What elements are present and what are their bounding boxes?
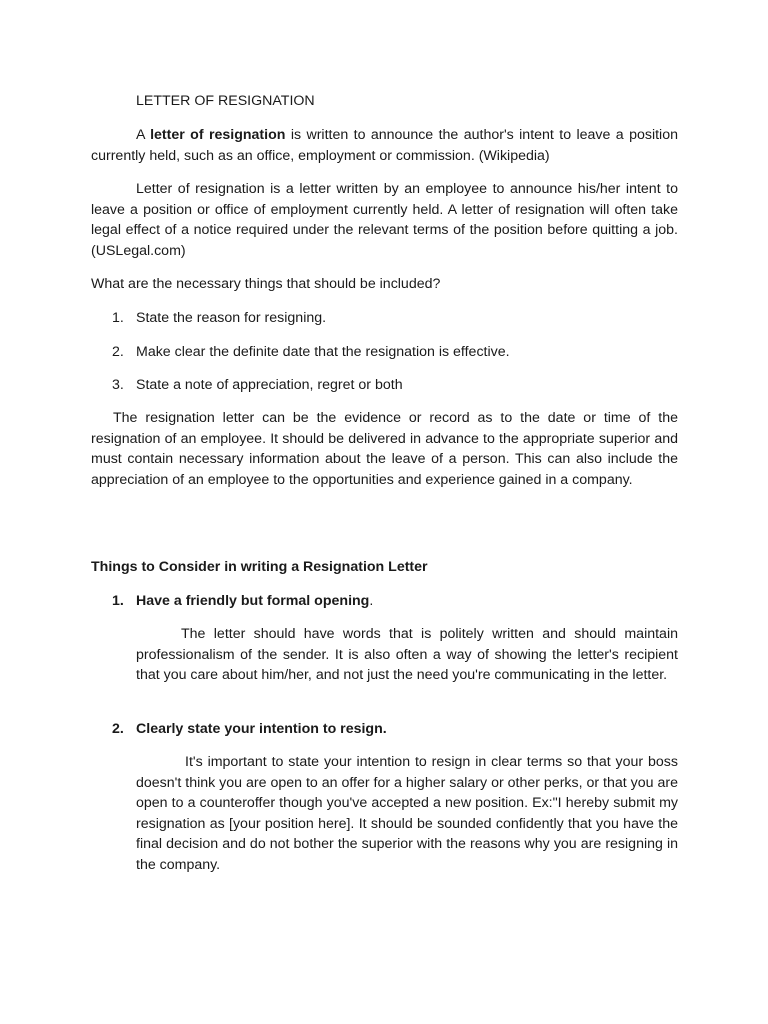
- question-line: What are the necessary things that should be included?: [91, 276, 441, 292]
- intro-lead: A: [136, 127, 151, 143]
- list-text: State a note of appreciation, regret or both: [136, 377, 403, 393]
- intro-rest: is written to announce the author's intent to leave a position currently held, such as an office, employment or commission. (Wikipedia): [91, 127, 678, 164]
- intro-paragraph-1: [91, 125, 678, 166]
- intro-bold-term: letter of resignation: [150, 127, 286, 143]
- section-heading: [91, 557, 678, 578]
- consideration-body-2: It's important to state your intention to resign in clear terms so that your boss doesn't think you are open to an offer for a higher salary or other perks, or that you are open to a counteroffer though you've accepted a new position. Ex:"I hereby submit my resignation as [your position here]. It should be sounded confidently that you have the final decision and do not bother the superior with the reasons why you are resigning in the company.: [136, 754, 678, 873]
- list-number: 2.: [112, 344, 124, 360]
- consideration-title: Have a friendly but formal opening: [136, 593, 370, 609]
- list-item: [112, 342, 678, 363]
- consideration-title: Clearly state your intention to resign.: [136, 721, 387, 737]
- page-title: LETTER OF RESIGNATION: [136, 93, 315, 109]
- list-item: [112, 375, 678, 396]
- summary-paragraph: The resignation letter can be the evidence or record as to the date or time of the resignation of an employee. It should be delivered in advance to the appropriate superior and must contain necessary information about the leave of a person. This can also include the appreciation of an employee to the opportunities and experience gained in a company.: [91, 410, 678, 488]
- list-item: [112, 308, 678, 329]
- intro-paragraph-2: Letter of resignation is a letter written by an employee to announce his/her intent to leave a position or office of employment currently held. A letter of resignation will often take legal effect of a notice required under the relevant terms of the position before quitting a job. (USLegal.com): [91, 181, 678, 259]
- consideration-heading-1: [112, 591, 678, 612]
- consideration-body-1: The letter should have words that is politely written and should maintain professionalism of the sender. It is also often a way of showing the letter's recipient that you care about him/her, and not just the need you're communicating in the letter.: [136, 626, 678, 683]
- list-text: Make clear the definite date that the resignation is effective.: [136, 344, 510, 360]
- consideration-title-suffix: .: [369, 593, 374, 609]
- section-heading-text: Things to Consider in writing a Resignation Letter: [91, 559, 428, 575]
- consideration-number: 2.: [112, 721, 124, 737]
- consideration-heading-2: [112, 719, 678, 740]
- consideration-number: 1.: [112, 593, 124, 609]
- list-text: State the reason for resigning.: [136, 310, 327, 326]
- list-number: 1.: [112, 310, 124, 326]
- list-number: 3.: [112, 377, 124, 393]
